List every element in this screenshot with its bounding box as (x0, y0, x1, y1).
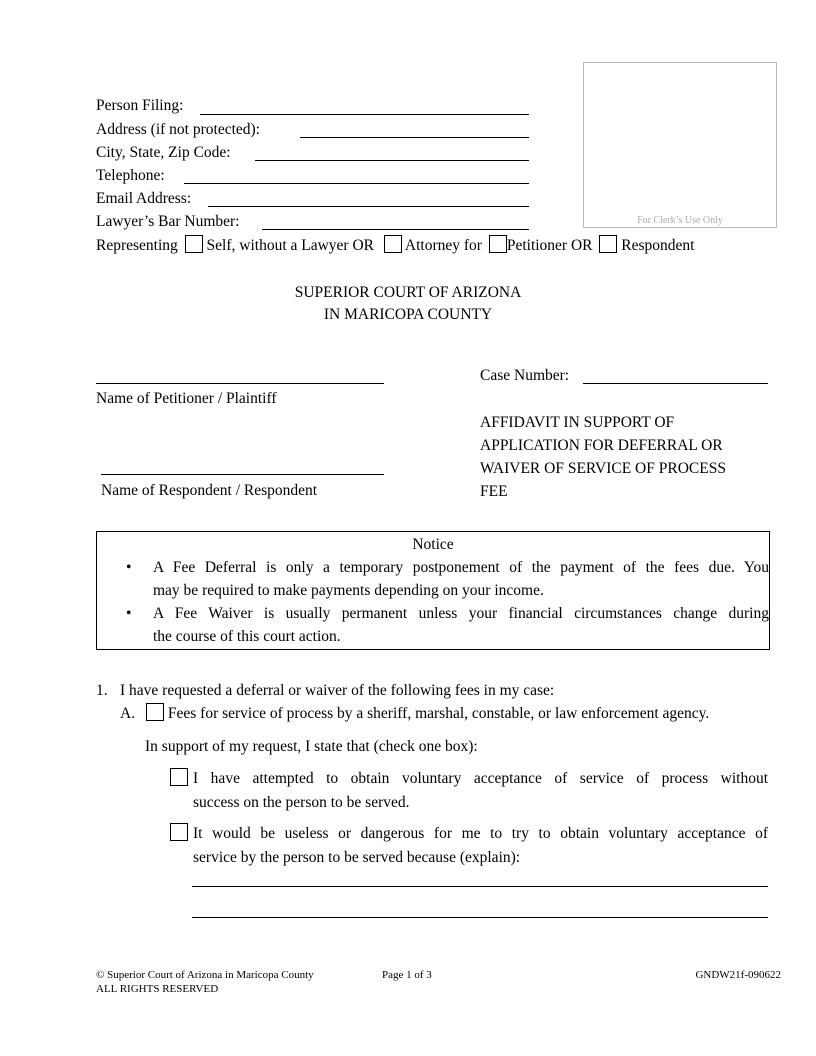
attorney-checkbox[interactable] (384, 235, 402, 253)
bullet-dot: • (126, 605, 132, 622)
footer-copyright: © Superior Court of Arizona in Maricopa County (96, 969, 314, 981)
case-number-field[interactable] (583, 383, 768, 384)
item-a-letter: A. (120, 705, 136, 722)
respondent-checkbox[interactable] (599, 235, 617, 253)
explain-line-1[interactable] (192, 886, 768, 887)
option-1-checkbox[interactable] (170, 768, 188, 786)
person-filing-label: Person Filing: (96, 97, 184, 114)
bar-number-label: Lawyer’s Bar Number: (96, 213, 240, 230)
section-1-intro: I have requested a deferral or waiver of the following fees in my case: (120, 682, 555, 699)
city-state-zip-field[interactable] (255, 160, 529, 161)
telephone-field[interactable] (184, 183, 529, 184)
city-state-zip-row (96, 142, 231, 164)
respondent-name-field[interactable] (101, 474, 384, 475)
item-a-checkbox[interactable] (146, 703, 164, 721)
petitioner-checkbox[interactable] (489, 235, 507, 253)
bar-number-field[interactable] (262, 229, 529, 230)
option-2-text (193, 822, 768, 870)
notice-title: Notice (412, 536, 454, 553)
person-filing-field[interactable] (200, 114, 529, 115)
clerk-use-box (583, 62, 777, 228)
support-text: In support of my request, I state that (check one box): (145, 738, 478, 755)
footer-left (96, 968, 314, 996)
person-filing-row (96, 95, 183, 117)
self-checkbox[interactable] (185, 235, 203, 253)
address-label: Address (if not protected): (96, 121, 260, 138)
footer-rights: ALL RIGHTS RESERVED (96, 983, 219, 995)
option-2-line-1: It would be useless or dangerous for me to try to obtain voluntary acceptance of (193, 825, 768, 842)
option-1-text (193, 767, 768, 815)
document-title-line-3: WAIVER OF SERVICE OF PROCESS (480, 460, 726, 477)
self-option-label: Self, without a Lawyer OR (206, 237, 374, 254)
notice-bullet-2-line-1: A Fee Waiver is usually permanent unless your financial circumstances change during (153, 605, 769, 622)
petitioner-option-label: Petitioner OR (506, 237, 593, 254)
attorney-option-label: Attorney for (404, 237, 482, 254)
bullet-dot: • (126, 559, 132, 576)
email-label: Email Address: (96, 190, 192, 207)
option-1-line-1: I have attempted to obtain voluntary acceptance of service of process without (193, 770, 768, 787)
clerk-use-label: For Clerk’s Use Only (637, 215, 723, 226)
telephone-label: Telephone: (96, 167, 165, 184)
section-1-number: 1. (96, 682, 108, 699)
telephone-row (96, 165, 165, 187)
email-row (96, 188, 191, 210)
court-line-2: IN MARICOPA COUNTY (323, 306, 493, 323)
explain-line-2[interactable] (192, 917, 768, 918)
document-title-line-2: APPLICATION FOR DEFERRAL OR (480, 437, 723, 454)
document-title-line-4: FEE (480, 483, 508, 500)
document-title-line-1: AFFIDAVIT IN SUPPORT OF (480, 414, 675, 431)
notice-bullet-2-line-2: the course of this court action. (153, 628, 341, 645)
footer-page-number: Page 1 of 3 (382, 969, 432, 981)
case-number-label: Case Number: (480, 367, 570, 384)
petitioner-label: Name of Petitioner / Plaintiff (96, 390, 277, 407)
notice-bullet-1-line-1: A Fee Deferral is only a temporary postponement of the payment of the fees due. You (153, 559, 769, 576)
representing-row (96, 235, 694, 257)
option-2-line-2: service by the person to be served because (explain): (193, 849, 521, 866)
respondent-label: Name of Respondent / Respondent (101, 482, 318, 499)
notice-box (96, 531, 770, 650)
court-heading (0, 282, 816, 326)
item-a-row (146, 703, 709, 725)
option-1-line-2: success on the person to be served. (193, 794, 410, 811)
document-title (480, 411, 726, 503)
address-field[interactable] (300, 137, 529, 138)
email-field[interactable] (208, 206, 529, 207)
representing-label: Representing (96, 237, 178, 254)
footer-form-code: GNDW21f-090622 (695, 969, 781, 981)
address-row (96, 119, 260, 141)
respondent-option-label: Respondent (621, 237, 695, 254)
option-2-checkbox[interactable] (170, 823, 188, 841)
notice-bullet-1-line-2: may be required to make payments depending on your income. (153, 582, 544, 599)
item-a-text: Fees for service of process by a sheriff, marshal, constable, or law enforcement agency. (167, 705, 710, 722)
petitioner-name-field[interactable] (96, 383, 384, 384)
court-line-1: SUPERIOR COURT OF ARIZONA (294, 284, 522, 301)
city-state-zip-label: City, State, Zip Code: (96, 144, 231, 161)
bar-number-row (96, 211, 239, 233)
